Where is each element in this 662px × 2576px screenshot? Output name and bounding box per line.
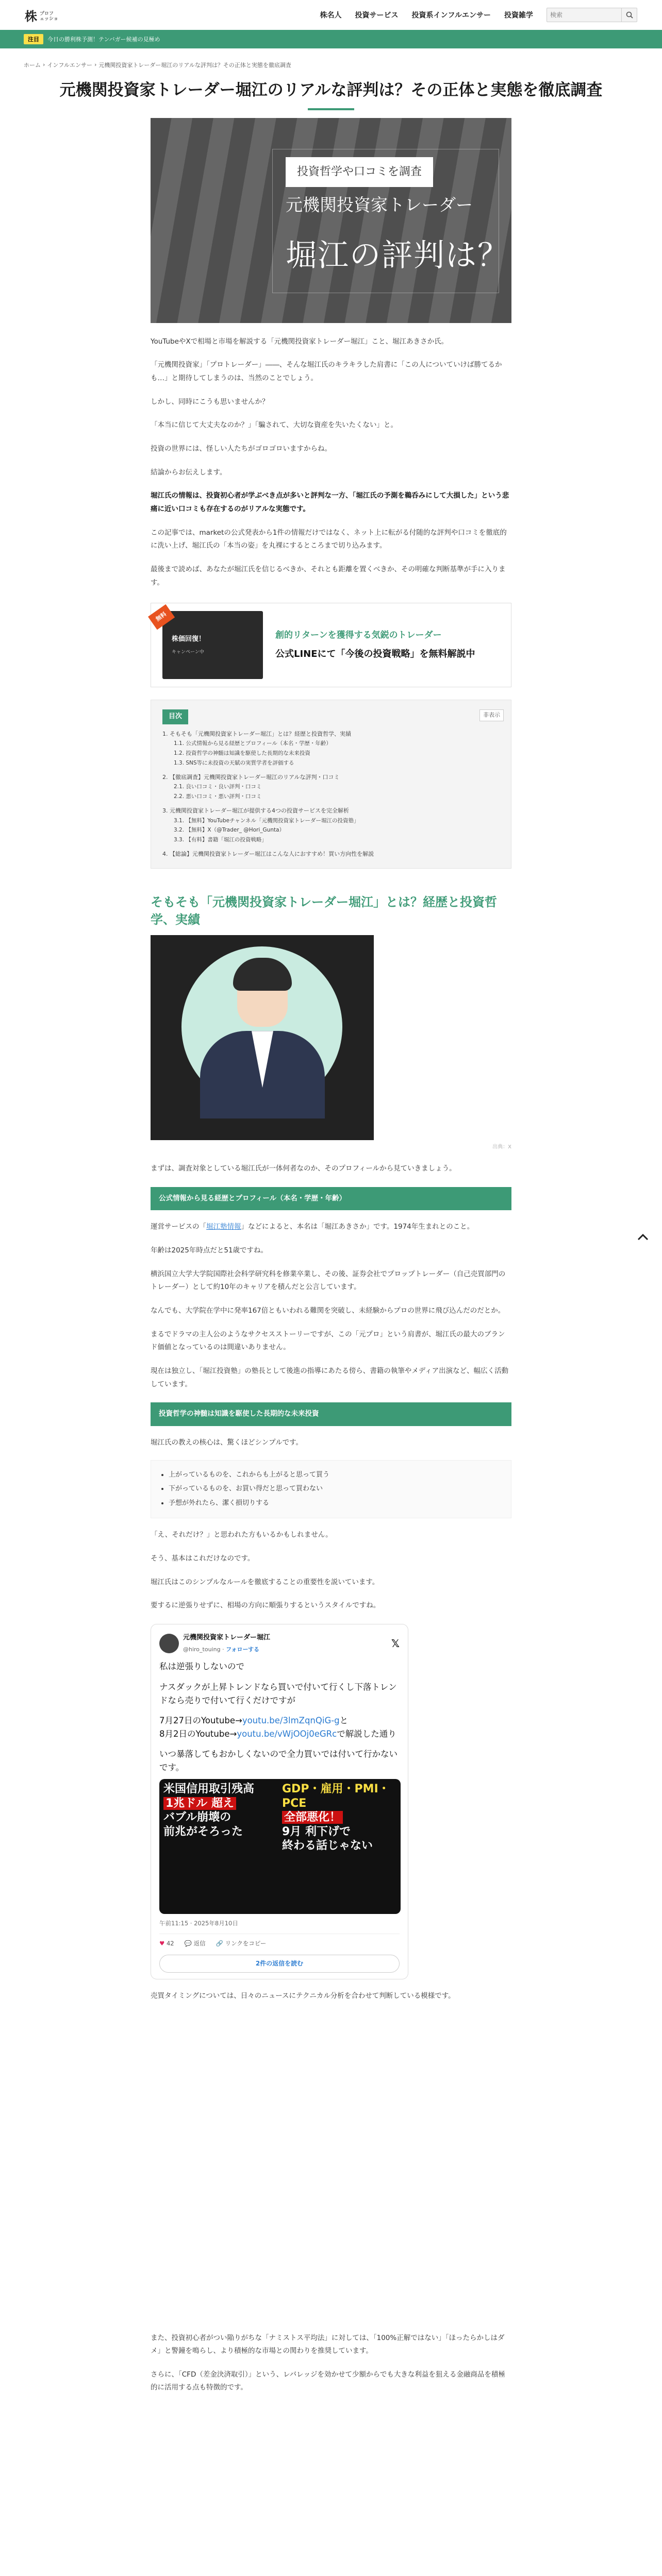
list-item: • 下がっているものを、お買い得だと思って買わない [169, 1482, 503, 1496]
copy-link-button[interactable]: 🔗 リンクをコピー [216, 1940, 267, 1947]
toc-subitem[interactable]: 3.1. 【無料】YouTubeチャンネル「元機関投資家トレーダー堀江の投資塾」 [174, 817, 359, 824]
site-header [0, 0, 662, 30]
eyecatch-image [151, 118, 511, 323]
body-paragraph: また、投資初心者がつい陥りがちな「ナミストス平均法」に対しては、「100%正解ではない」「ほったらかしはダメ」と警鐘を鳴らし、より積極的な市場との関わりを推奨しています。 [151, 2333, 505, 2355]
notice-link[interactable]: 今日の勝利株予測！テンバガー候補の見極め [47, 36, 160, 43]
tweet-line: いつ暴落してもおかしくないので全力買いでは付いて行かないです。 [159, 1749, 398, 1772]
promo-line2: 公式LINEにて「今後の投資戦略」を無料解説中 [275, 649, 475, 660]
toc-item[interactable]: 3. 元機関投資家トレーダー堀江が提供する4つの投資サービスを完全解析 [162, 807, 349, 815]
breadcrumb-home[interactable]: ホーム [24, 61, 41, 69]
image-caption: 出典：X [492, 1144, 511, 1150]
list-item: • 予想が外れたら、潔く損切りする [169, 1496, 503, 1511]
body-paragraph: まずは、調査対象としている堀江氏が一体何者なのか、そのプロフィールから見ていきましょう。 [151, 1164, 456, 1173]
logo-main: 株 [25, 9, 38, 24]
toc-list [162, 730, 500, 859]
body-paragraph: なんでも、大学院在学中に発率167倍ともいわれる難関を突破し、未経験からプロの世界に飛び込んだのだとか。 [151, 1307, 505, 1315]
body-paragraph: 横浜国立大学大学院国際社会科学研究科を修業卒業し、その後、証券会社でプロップトレーダー（自己売買部門のトレーダー）として約10年のキャリアを積んだと公言しています。 [151, 1269, 506, 1292]
toc-item[interactable]: 4. 【総論】元機関投資家トレーダー堀江はこんな人におすすめ！買い方向性を解説 [162, 851, 374, 858]
tweet-author-name[interactable]: 元機関投資家トレーダー堀江 [183, 1633, 271, 1641]
search-icon [626, 11, 633, 19]
tweet-line: 8月2日のYoutube→youtu.be/vWjOOj0eGRcで解説した通り [159, 1728, 396, 1739]
scroll-to-top-button[interactable] [635, 1229, 651, 1245]
promo-thumb-sub: キャンペーン中 [172, 649, 204, 655]
body-paragraph: さらに、「CFD（差金決済取引）」という、レバレッジを効かせて少額からでも大きな利益を狙える金融商品を積極的に活用する点も特徴的です。 [151, 2370, 505, 2392]
intro-paragraph: 「元機関投資家」「プロトレーダー」――、そんな堀江氏のキラキラした肩書に「この人についていけば勝てるかも…」と期待してしまうのは、当然のことでしょう。 [151, 361, 502, 383]
intro-paragraph: 最後まで読めば、あなたが堀江氏を信じるべきか、それとも距離を置くべきか、その明確な判断基準が手に入ります。 [151, 565, 506, 587]
toc-item[interactable]: 1. そもそも「元機関投資家トレーダー堀江」とは？経歴と投資哲学、実績 [162, 730, 351, 737]
search-button[interactable] [621, 8, 637, 22]
read-replies-button[interactable]: 2件の返信を読む [159, 1955, 400, 1973]
site-logo[interactable] [25, 6, 58, 24]
toc-subitem[interactable]: 3.3. 【有料】書籍「堀江の投資戦略」 [174, 837, 267, 843]
intro-paragraph: この記事では、marketの公式発表から1件の情報だけではなく、ネット上に転がる付随的な評判や口コミを徹底的に洗い上げ、堀江氏の「本当の姿」を丸裸にするところまで切り込みます。 [151, 528, 507, 550]
nav-item-services[interactable]: 投資サービス [355, 11, 399, 20]
toc-heading: 目次 [162, 709, 188, 724]
nav-item-kabu-meijin[interactable]: 株名人 [320, 11, 342, 20]
toc-item[interactable]: 2. 【徹底調査】元機関投資家トレーダー堀江のリアルな評判・口コミ [162, 773, 340, 781]
notice-bar [0, 30, 662, 48]
line-promo-banner[interactable] [151, 603, 511, 687]
search-box [547, 8, 637, 22]
toc-subitem[interactable]: 2.2. 悪い口コミ・悪い評判・口コミ [174, 793, 262, 800]
notice-tag: 注目 [24, 34, 43, 44]
tweet-image-right-text: GDP・雇用・PMI・PCE 全部悪化！ 9月 利下げで 終わる話じゃない [282, 1783, 390, 1853]
table-of-contents [151, 700, 511, 868]
nav-item-trivia[interactable]: 投資雑学 [504, 11, 533, 20]
breadcrumb-separator: › [43, 61, 45, 68]
tweet-timestamp[interactable]: 午前11:15 · 2025年8月10日 [159, 1920, 238, 1927]
body-paragraph: まるでドラマの主人公のようなサクセスストーリーですが、この「元プロ」という肩書が、堀江氏の最大のブランド価値となっているのは間違いありません。 [151, 1330, 505, 1352]
follow-button[interactable]: フォローする [226, 1646, 259, 1653]
body-paragraph: 現在は独立し、「堀江投資塾」の塾長として後進の指導にあたる傍ら、書籍の執筆やメディア出演など、幅広く活動しています。 [151, 1366, 509, 1388]
tweet-handle-row: @hiro_touing · フォローする [183, 1646, 259, 1653]
link-icon: 🔗 [216, 1940, 223, 1947]
tweet-youtube-link[interactable]: youtu.be/3lmZqnQiG-g [242, 1716, 340, 1726]
promo-thumbnail [162, 611, 263, 679]
like-button[interactable]: ♥ 42 [159, 1940, 174, 1947]
body-paragraph: 堀江氏の教えの核心は、驚くほどシンプルです。 [151, 1438, 303, 1447]
toc-subitem[interactable]: 3.2. 【無料】X（@Trader_ @Hori_Gunta） [174, 827, 285, 834]
toc-toggle-button[interactable]: 非表示 [479, 709, 504, 721]
eyecatch-tagline: 投資哲学や口コミを調査 [286, 157, 433, 187]
subsection-heading: 投資哲学の神髄は知識を駆使した長期的な未来投資 [151, 1402, 511, 1426]
subsection-heading: 公式情報から見る経歴とプロフィール（本名・学歴・年齢） [151, 1187, 511, 1211]
promo-line1: 創的リターンを獲得する気鋭のトレーダー [275, 630, 442, 640]
conclusion-paragraph: 堀江氏の情報は、投資初心者が学ぶべき点が多いと評判な一方、「堀江氏の予測を鵜呑みにして大損した」という悲痛に近い口コミも存在するのがリアルな実態です。 [151, 492, 509, 513]
promo-ribbon: 無料 [148, 604, 175, 630]
breadcrumb-category[interactable]: インフルエンサー [47, 61, 92, 69]
tweet-line: 7月27日のYoutube→youtu.be/3lmZqnQiG-gと [159, 1716, 349, 1726]
tweet-image[interactable] [159, 1779, 401, 1914]
embedded-tweet [151, 1624, 408, 1979]
intro-paragraph: しかし、同時にこうも思いませんか？ [151, 397, 269, 406]
hori-juku-link[interactable]: 堀江塾情報 [206, 1223, 241, 1231]
eyecatch-line1: 元機関投資家トレーダー [286, 194, 473, 215]
breadcrumb [0, 48, 662, 71]
logo-sub: プロフ ェッショ [40, 11, 58, 22]
nav-item-influencers[interactable]: 投資系インフルエンサー [411, 11, 491, 20]
toc-subitem[interactable]: 1.1. 公式情報から見る経歴とプロフィール（本名・学歴・年齢） [174, 740, 332, 747]
body-paragraph: そう、基本はこれだけなのです。 [151, 1554, 255, 1563]
x-logo-icon[interactable]: 𝕏 [391, 1637, 400, 1650]
tweet-body [159, 1660, 400, 1774]
toc-subitem[interactable]: 2.1. 良い口コミ・良い評判・口コミ [174, 784, 262, 790]
reply-button[interactable]: 💬 返信 [184, 1940, 206, 1947]
tweet-youtube-link[interactable]: youtu.be/vWjOOj0eGRc [237, 1728, 337, 1739]
body-paragraph: 売買タイミングについては、日々のニュースにテクニカル分析を合わせて判断している模様です。 [151, 1991, 455, 2000]
tweet-header [159, 1632, 400, 1655]
search-input[interactable] [547, 11, 621, 19]
page-title: 元機関投資家トレーダー堀江のリアルな評判は？その正体と実態を徹底調査 [59, 81, 603, 99]
title-underline [308, 108, 354, 110]
breadcrumb-separator: › [94, 61, 97, 68]
chevron-up-icon [637, 1233, 649, 1241]
promo-thumb-title: 株価回復！ [172, 635, 206, 643]
reply-icon: 💬 [184, 1940, 192, 1947]
promo-texts [275, 627, 475, 663]
intro-paragraph: YouTubeやXで相場と市場を解説する「元機関投資家トレーダー堀江」こと、堀江あきさか氏。 [151, 337, 449, 346]
section-heading: そもそも「元機関投資家トレーダー堀江」とは？経歴と投資哲学、実績 [151, 894, 497, 927]
tweet-author [159, 1632, 270, 1655]
body-paragraph: 堀江氏はこのシンプルなルールを徹底することの重要性を説いています。 [151, 1578, 379, 1586]
body-paragraph: 要するに逆張りせずに、相場の方向に順張りするというスタイルですね。 [151, 1601, 380, 1610]
intro-paragraph: 「本当に信じて大丈夫なのか？」「騙されて、大切な資産を失いたくない」と。 [151, 421, 398, 430]
tweet-line: 私は逆張りしないので [159, 1662, 244, 1672]
heart-icon: ♥ [159, 1940, 165, 1947]
avatar[interactable] [159, 1634, 179, 1653]
body-paragraph: 「え、それだけ？」と思われた方もいるかもしれません。 [151, 1531, 333, 1539]
toc-subitem[interactable]: 1.3. SNS等に未投資の天賦の実質学者を評価する [174, 760, 294, 767]
list-item: • 上がっているものを、これからも上がると思って買う [169, 1468, 503, 1482]
intro-paragraph: 投資の世界には、怪しい人たちがゴロゴロいますからね。 [151, 445, 332, 453]
rules-list [151, 1460, 511, 1519]
breadcrumb-current: 元機関投資家トレーダー堀江のリアルな評判は？その正体と実態を徹底調査 [98, 61, 291, 69]
main-nav [320, 8, 637, 22]
body-paragraph: 年齢は2025年時点だと51歳ですね。 [151, 1246, 268, 1255]
empty-space [151, 2003, 511, 2321]
article-body [151, 118, 511, 2395]
tweet-actions [159, 1934, 400, 1950]
profile-portrait [151, 935, 374, 1140]
tweet-image-left-text: 米国信用取引残高 1兆ドル 超え バブル崩壊の 前兆がそろった [163, 1783, 255, 1838]
body-paragraph: 運営サービスの「堀江塾情報」などによると、本名は「堀江あきさか」です。1974年生まれとのこと。 [151, 1223, 474, 1231]
toc-subitem[interactable]: 1.2. 投資哲学の神髄は知識を駆使した長期的な未来投資 [174, 750, 310, 757]
intro-paragraph: 結論からお伝えします。 [151, 468, 227, 477]
eyecatch-line2: 堀江の評判は？ [286, 237, 509, 274]
tweet-line: ナスダックが上昇トレンドなら買いで付いて行くし下落トレンドなら売りで付いて行くだけですが [159, 1682, 397, 1705]
